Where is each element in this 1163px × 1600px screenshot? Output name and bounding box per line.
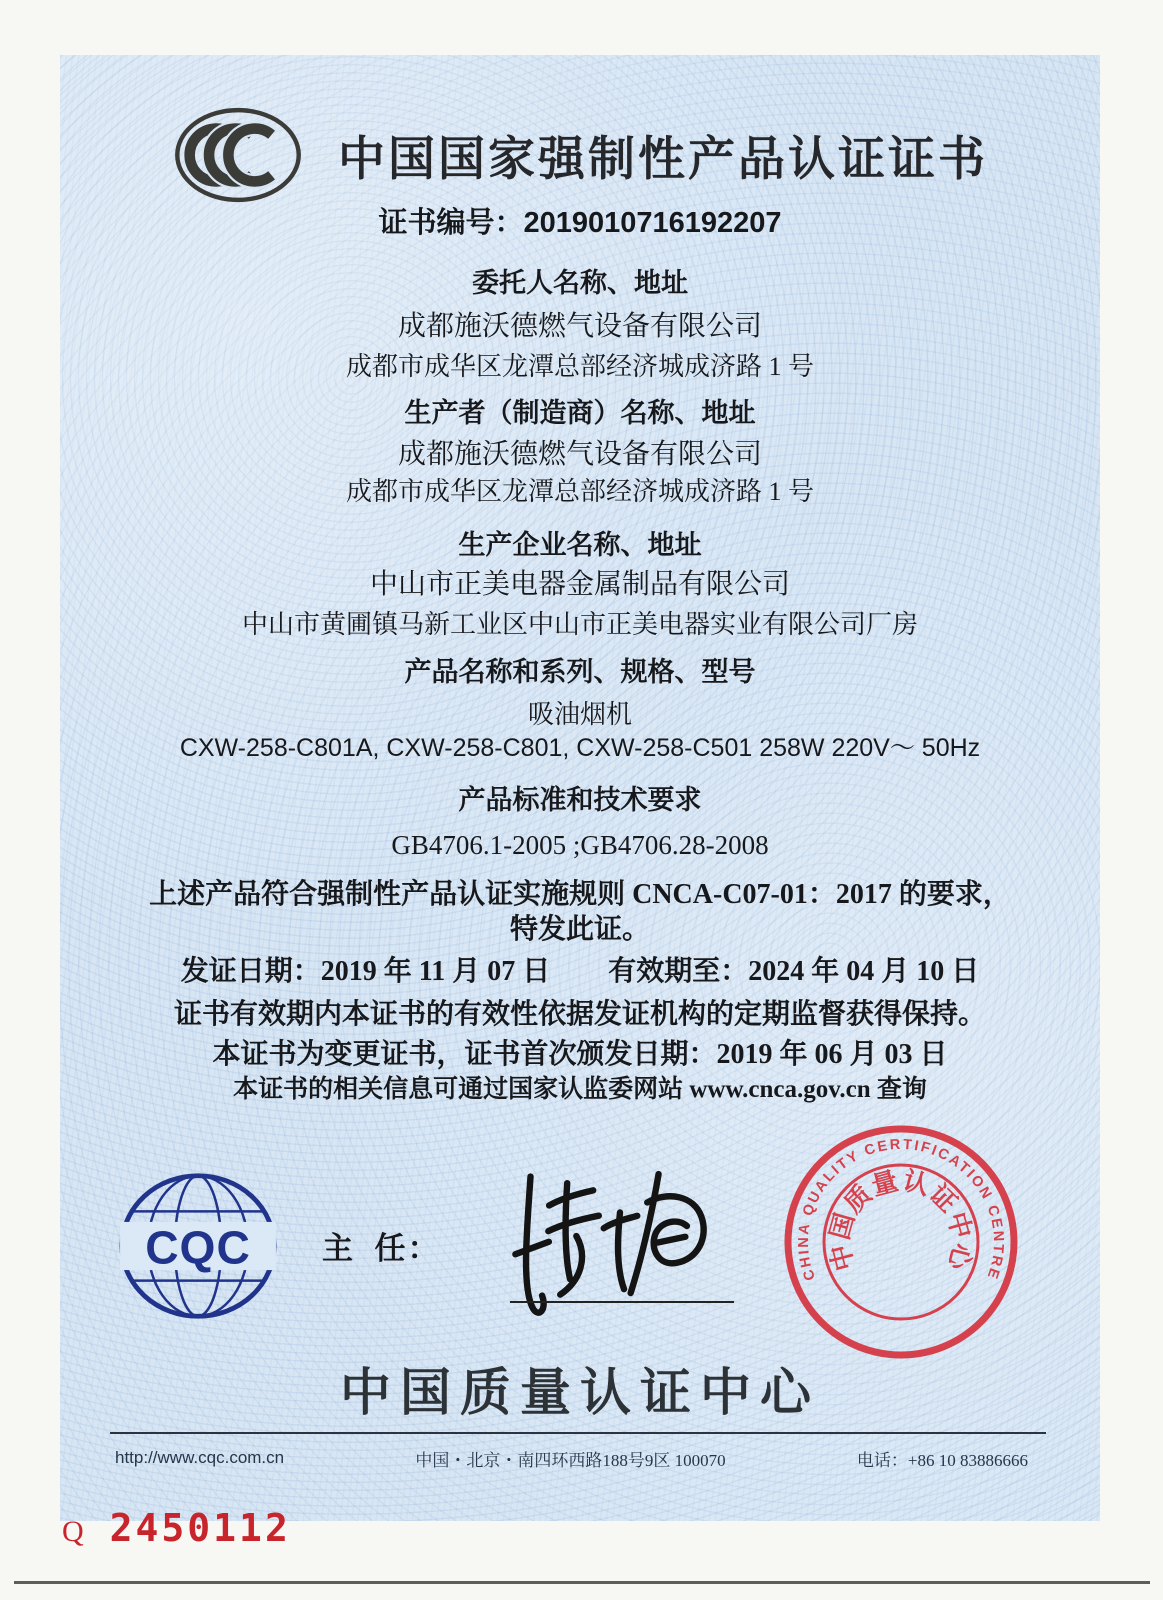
- director-signature: [498, 1163, 758, 1323]
- manufacturer-name: 成都施沃德燃气设备有限公司: [397, 439, 762, 470]
- cqc-red-stamp: [774, 1115, 1028, 1369]
- product-models: CXW-258-C801A, CXW-258-C801, CXW-258-C501 258W 220V～ 50Hz: [179, 734, 981, 762]
- signature-line: [510, 1301, 734, 1303]
- stamp-outer-text: CHINA QUALITY CERTIFICATION CENTRE: [795, 1136, 1007, 1283]
- manufacturer-address: 成都市成华区龙潭总部经济城成济路 1 号: [345, 477, 814, 506]
- svg-text:中国质量认证中心: [825, 1166, 977, 1274]
- validity-note: 证书有效期内本证书的有效性依据发证机构的定期监督获得保持。: [173, 999, 986, 1030]
- director-label: 主 任：: [322, 1231, 441, 1266]
- certificate-sheet: [60, 55, 1100, 1521]
- ccc-mark-icon: [172, 105, 304, 205]
- product-label: 产品名称和系列、规格、型号: [404, 657, 756, 687]
- product-name: 吸油烟机: [527, 700, 632, 729]
- cqc-globe-logo: [116, 1169, 280, 1323]
- issue-date: 发证日期：2019 年 11 月 07 日: [180, 956, 551, 987]
- change-note: 本证书为变更证书，证书首次颁发日期：2019 年 06 月 03 日: [212, 1039, 948, 1070]
- cqc-logo-text: CQC: [145, 1221, 251, 1274]
- factory-label: 生产企业名称、地址: [458, 530, 702, 560]
- footer-website: http://www.cqc.com.cn: [115, 1448, 285, 1467]
- footer-address: 中国・北京・南四环西路188号9区 100070: [415, 1450, 726, 1470]
- applicant-label: 委托人名称、地址: [472, 268, 688, 298]
- statement-line-2: 特发此证。: [509, 914, 650, 945]
- certificate-header: [60, 97, 1100, 213]
- scan-edge-line: [14, 1581, 1150, 1584]
- dates-line: [60, 952, 1100, 992]
- certificate-number-label: 证书编号：: [378, 207, 524, 239]
- certificate-title: 中国国家强制性产品认证证书: [338, 131, 988, 185]
- info-note: 本证书的相关信息可通过国家认监委网站 www.cnca.gov.cn 查询: [233, 1076, 927, 1103]
- standards-label: 产品标准和技术要求: [458, 785, 702, 815]
- footer: [60, 1443, 1100, 1473]
- footer-divider: [110, 1432, 1046, 1434]
- factory-address: 中山市黄圃镇马新工业区中山市正美电器实业有限公司厂房: [241, 610, 918, 639]
- standards-value: GB4706.1-2005 ;GB4706.28-2008: [391, 830, 769, 860]
- serial-digits: 2450112: [109, 1506, 291, 1550]
- footer-phone: 电话：+86 10 83886666: [856, 1450, 1028, 1470]
- certificate-number-value: 2019010716192207: [523, 207, 782, 239]
- issuer-name: 中国质量认证中心: [339, 1364, 820, 1421]
- applicant-name: 成都施沃德燃气设备有限公司: [397, 311, 762, 342]
- serial-prefix: Q: [62, 1515, 84, 1548]
- stamp-inner-text: 中国质量认证中心: [824, 1166, 978, 1274]
- factory-name: 中山市正美电器金属制品有限公司: [369, 569, 790, 600]
- manufacturer-label: 生产者（制造商）名称、地址: [404, 398, 756, 428]
- statement-line-1: 上述产品符合强制性产品认证实施规则 CNCA-C07-01：2017 的要求，: [149, 879, 1011, 910]
- serial-number: [62, 1506, 291, 1550]
- certificate-number-line: [60, 203, 1100, 243]
- expiry-date: 有效期至：2024 年 04 月 10 日: [608, 956, 980, 987]
- applicant-address: 成都市成华区龙潭总部经济城成济路 1 号: [345, 352, 814, 381]
